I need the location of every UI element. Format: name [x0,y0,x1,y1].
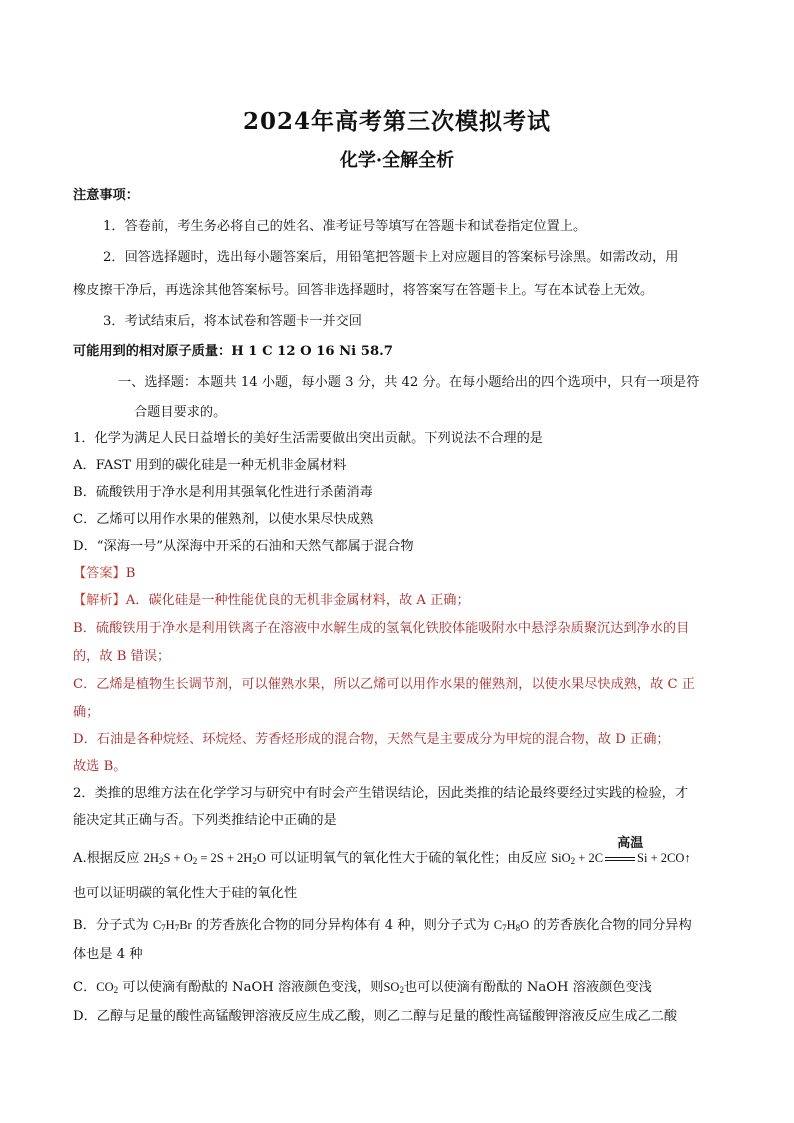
q2-option-d: D．乙醇与足量的酸性高锰酸钾溶液反应生成乙酸，则乙二醇与足量的酸性高锰酸钾溶液反应生成乙二酸 [73,1009,678,1024]
page-subtitle: 化学·全解全析 [339,150,455,171]
q1-option-c: C．乙烯可以用作水果的催熟剂，以使水果尽快成熟 [73,512,374,527]
q1-analysis-d: D．石油是各种烷烃、环烷烃、芳香烃形成的混合物，天然气是主要成分为甲烷的混合物，故 D 正确； [73,732,670,747]
q2-stem-line2: 能决定其正确与否。下列类推结论中正确的是 [73,813,337,828]
q2-option-c-part1: C． [73,980,97,995]
q1-conclusion: 故选 B。 [73,759,127,774]
atomic-mass-line: 可能用到的相对原子质量：H 1 C 12 O 16 Ni 58.7 [73,344,393,359]
q2-option-c-part2: 可以使滴有酚酞的 NaOH 溶液颜色变浅，则 [118,980,384,995]
reaction-condition: 高温 [617,835,644,850]
q2-option-c [73,977,652,998]
analysis-label: 【解析】 [73,593,126,608]
q1-answer [73,564,135,584]
formula-c7h7br: $C_7H_7Br$ [152,918,192,933]
section-heading-line1: 一、选择题：本题共 14 小题，每小题 3 分，共 42 分。在每小题给出的四个选项中，只有一项是符 [118,375,700,390]
notice-item-1: 1．答卷前，考生务必将自己的姓名、准考证号等填写在答题卡和试卷指定位置上。 [103,219,587,234]
q2-option-b-part1: B．分子式为 [73,918,153,933]
q1-stem: 1．化学为满足人民日益增长的美好生活需要做出突出贡献。下列说法不合理的是 [73,431,543,446]
notice-heading: 注意事项： [73,188,139,203]
notice-item-2b: 橡皮擦干净后，再选涂其他答案标号。回答非选择题时，将答案写在答题卡上。写在本试卷上无效。 [73,283,654,298]
formula-co2: $CO_2$ [96,980,119,995]
answer-label: 【答案】 [73,566,126,581]
answer-value: B [125,566,136,581]
q1-analysis-b2: 的，故 B 错误； [73,649,171,664]
q1-analysis-b1: B．硫酸铁用于净水是利用铁离子在溶液中水解生成的氢氧化铁胶体能吸附水中悬浮杂质聚沉达到净水的目 [73,621,690,636]
section-heading-line2: 合题目要求的。 [134,405,227,420]
formula-so2: $SO_2$ [383,980,404,995]
q1-option-a: A．FAST 用到的碳化硅是一种无机非金属材料 [73,458,347,473]
formula-c7h8o: $C_7H_8O$ [493,918,530,933]
analysis-a-text: A．碳化硅是一种性能优良的无机非金属材料，故 A 正确； [125,593,470,608]
q1-analysis-a [73,591,470,611]
q2-option-c-part3: 也可以使滴有酚酞的 NaOH 溶液颜色变浅 [403,980,652,995]
q1-analysis-c1: C．乙烯是植物生长调节剂，可以催熟水果，所以乙烯可以用作水果的催熟剂，以使水果尽快成熟，故 C 正 [73,677,695,692]
q2-option-b [73,915,692,936]
q2-stem-line1: 2．类推的思维方法在化学学习与研究中有时会产生错误结论，因此类推的结论最终要经过实践的检验，才 [73,786,689,801]
q2-option-b-line2: 体也是 4 种 [73,947,143,962]
q1-option-b: B．硫酸铁用于净水是利用其强氧化性进行杀菌消毒 [73,485,373,500]
q2-option-a-mid: 可以证明氧气的氧化性大于硫的氧化性；由反应 [270,851,547,866]
q2-option-a-prefix: A.根据反应 [73,851,140,866]
q2-option-a [73,835,691,869]
reaction-sio2-c: SiO$_2$ + 2C 高温 Si + 2CO↑ [551,835,691,866]
q1-option-d: D．“深海一号”从深海中开采的石油和天然气都属于混合物 [73,539,414,554]
q2-option-b-part3: 的芳香族化合物的同分异构 [529,918,692,933]
page-title: 2024年高考第三次模拟考试 [242,108,551,135]
q2-option-b-part2: 的芳香族化合物的同分异构体有 4 种，则分子式为 [191,918,494,933]
notice-item-3: 3．考试结束后，将本试卷和答题卡一并交回 [103,314,362,329]
notice-item-2a: 2．回答选择题时，选出每小题答案后，用铅笔把答题卡上对应题目的答案标号涂黑。如需改动，用 [103,250,679,265]
reaction-h2s-o2: $2H_2S + O_2 = 2S + 2H_2O$ [143,851,266,866]
q2-option-a-line2: 也可以证明碳的氧化性大于硅的氧化性 [73,886,298,901]
q1-analysis-c2: 确； [73,705,100,720]
